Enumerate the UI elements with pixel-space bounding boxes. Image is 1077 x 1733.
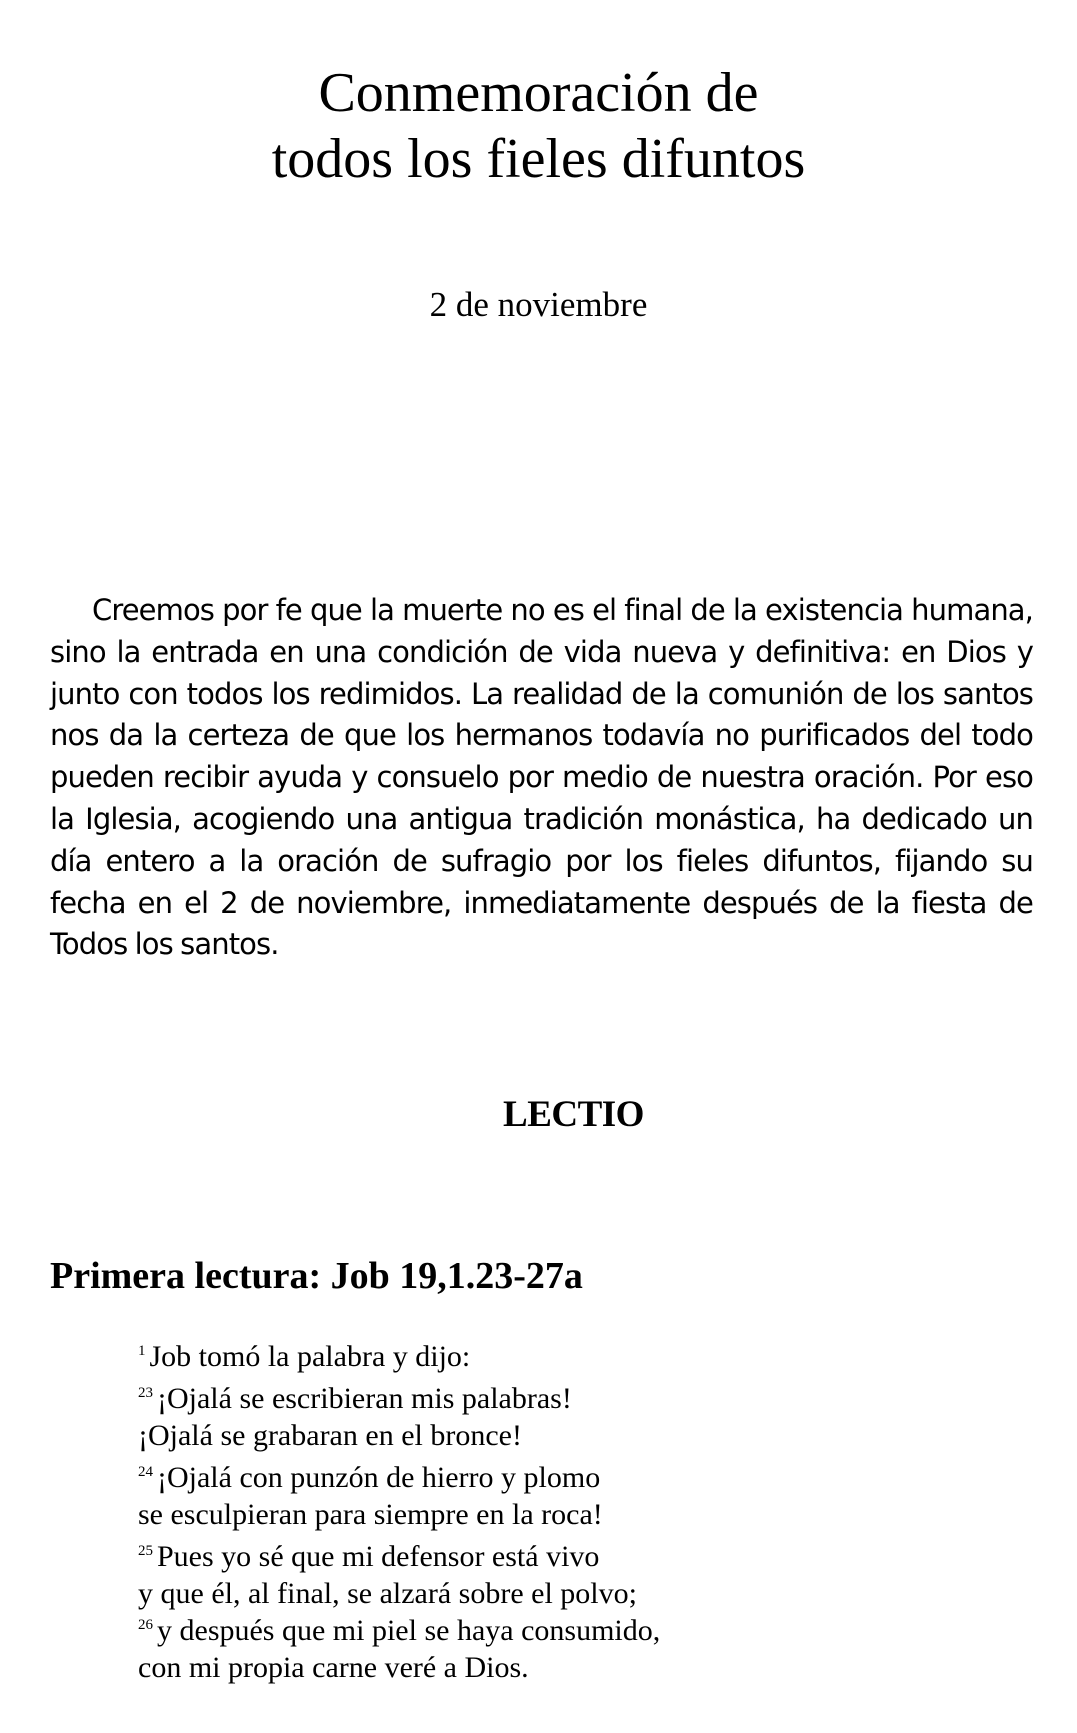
section-heading: LECTIO: [503, 1094, 644, 1135]
verse-number: 26: [138, 1617, 153, 1633]
verse-number: 25: [138, 1543, 153, 1559]
reading-title: Primera lectura: Job 19,1.23-27a: [50, 1255, 583, 1297]
scripture-passage: [138, 1338, 660, 1691]
verse-number: 24: [138, 1464, 153, 1480]
verse-line: con mi propia carne veré a Dios.: [138, 1651, 529, 1684]
verse-line: y que él, al final, se alzará sobre el polvo;: [138, 1577, 637, 1610]
verse-text: ¡Ojalá se escribieran mis palabras!: [157, 1382, 572, 1415]
verse-text: ¡Ojalá con punzón de hierro y plomo: [157, 1461, 601, 1494]
intro-paragraph: Creemos por fe que la muerte no es el final de la existencia humana, sino la entrada en una condición de vida nueva y definitiva: en Dios y junto con todos los redimidos. La realidad de la comunión de los santos nos da la certeza de que los hermanos todavía no purificados del todo pueden recibir ayuda y consuelo por medio de nuestra oración. Por eso la Iglesia, acogiendo una antigua tradición monástica, ha dedicado un día entero a la oración de sufragio por los fieles difuntos, fijando su fecha en el 2 de noviembre, inmediatamente después de la fiesta de Todos los santos.: [50, 593, 1033, 962]
page-title: [0, 60, 1077, 192]
feast-date: 2 de noviembre: [429, 285, 648, 324]
verse-block: [138, 1380, 660, 1454]
verse-line: [138, 1612, 660, 1649]
verse-line: [138, 1338, 660, 1375]
verse-number: 1: [138, 1343, 146, 1359]
title-line-1: Conmemoración de: [318, 62, 759, 124]
title-line-2: todos los fieles difuntos: [271, 128, 806, 190]
verse-block: [138, 1459, 660, 1533]
verse-block: [138, 1338, 660, 1375]
verse-text: Job tomó la palabra y dijo:: [149, 1340, 471, 1373]
verse-number: 23: [138, 1385, 153, 1401]
verse-line: [138, 1459, 660, 1496]
verse-text: y después que mi piel se haya consumido,: [157, 1614, 661, 1647]
verse-text: Pues yo sé que mi defensor está vivo: [157, 1540, 600, 1573]
verse-line: [138, 1380, 660, 1417]
verse-line: se esculpieran para siempre en la roca!: [138, 1498, 603, 1531]
verse-block: [138, 1538, 660, 1686]
verse-line: ¡Ojalá se grabaran en el bronce!: [138, 1419, 522, 1452]
verse-line: [138, 1538, 660, 1575]
